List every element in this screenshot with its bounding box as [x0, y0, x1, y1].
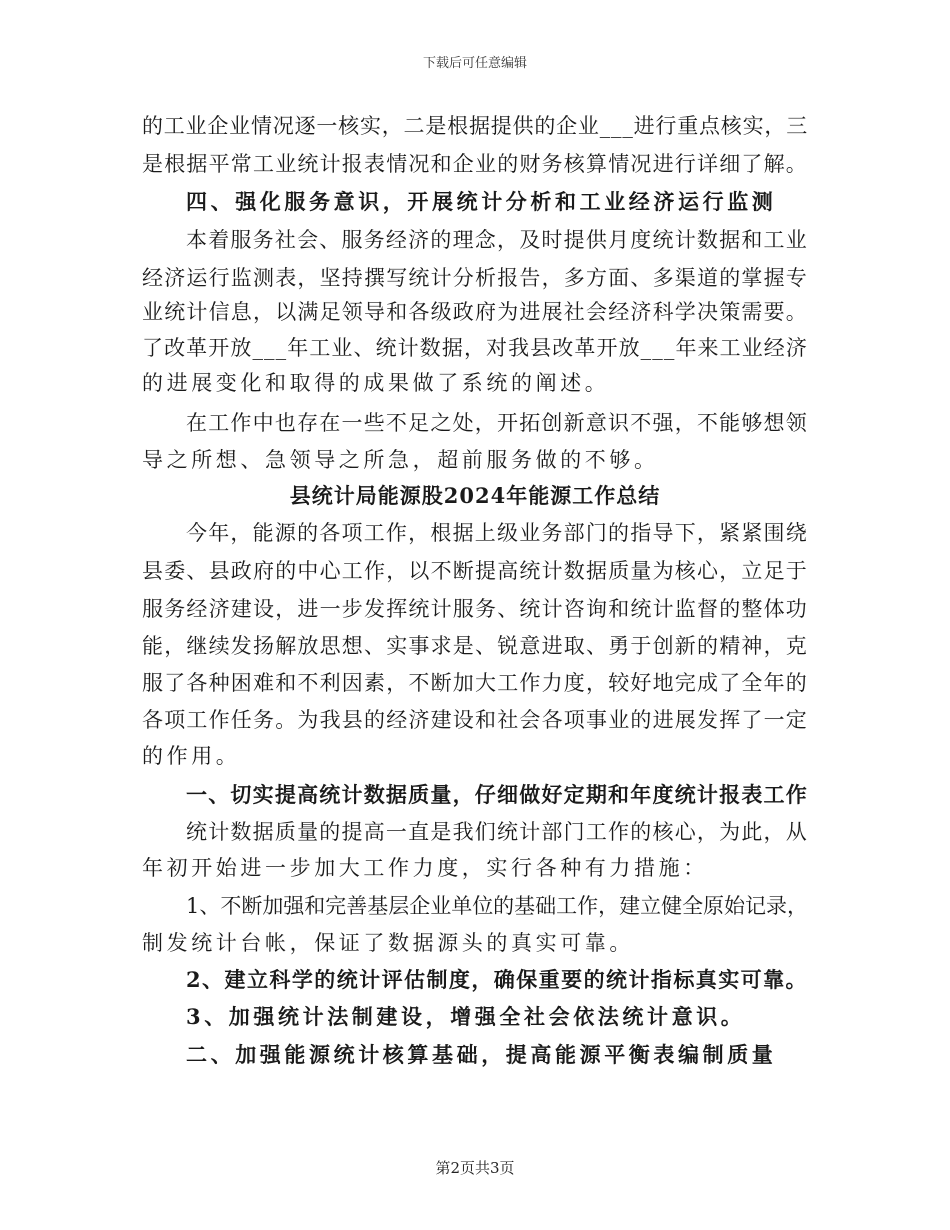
body-line: 统计数据质量的提高一直是我们统计部门工作的核心，为此，从: [186, 820, 808, 844]
body-line: 服了各种困难和不利因素，不断加大工作力度，较好地完成了全年的: [142, 671, 808, 695]
body-line: 经济运行监测表，坚持撰写统计分析报告，多方面、多渠道的掌握专: [142, 266, 808, 290]
body-line: 今年，能源的各项工作，根据上级业务部门的指导下，紧紧围绕: [186, 521, 808, 545]
body-line: 本着服务社会、服务经济的理念，及时提供月度统计数据和工业: [186, 228, 808, 252]
section-heading: 四、强化服务意识，开展统计分析和工业经济运行监测: [186, 189, 777, 214]
body-line: 各项工作任务。为我县的经济建设和社会各项事业的进展发挥了一定: [142, 708, 808, 732]
section-heading: 一、切实提高统计数据质量，仔细做好定期和年度统计报表工作: [186, 782, 808, 807]
body-line: 制发统计台帐，保证了数据源头的真实可靠。: [142, 931, 634, 955]
body-line: 业统计信息，以满足领导和各级政府为进展社会经济科学决策需要。: [142, 300, 808, 324]
subsection-heading: 2、建立科学的统计评估制度，确保重要的统计指标真实可靠。: [186, 967, 808, 992]
body-line: 导之所想、急领导之所急，超前服务做的不够。: [142, 448, 659, 472]
body-line: 能，继续发扬解放思想、实事求是、锐意进取、勇于创新的精神，克: [142, 634, 808, 658]
body-line: 是根据平常工业统计报表情况和企业的财务核算情况进行详细了解。: [142, 152, 808, 176]
page-header: 下载后可任意编辑: [422, 56, 527, 71]
body-line: 县委、县政府的中心工作，以不断提高统计数据质量为核心，立足于: [142, 559, 808, 583]
body-line: 的工业企业情况逐一核实，二是根据提供的企业___进行重点核实，三: [142, 114, 808, 138]
document-title: 县统计局能源股2024年能源工作总结: [289, 483, 661, 508]
body-line: 了改革开放___年工业、统计数据，对我县改革开放___年来工业经济: [142, 336, 808, 360]
page-number: 第2页共3页: [435, 1159, 515, 1177]
body-line: 1、不断加强和完善基层企业单位的基础工作，建立健全原始记录，: [186, 894, 808, 918]
body-line: 的进展变化和取得的成果做了系统的阐述。: [142, 371, 610, 395]
body-line: 在工作中也存在一些不足之处，开拓创新意识不强，不能够想领: [186, 411, 808, 435]
body-line: 服务经济建设，进一步发挥统计服务、统计咨询和统计监督的整体功: [142, 597, 808, 621]
section-heading: 二、加强能源统计核算基础，提高能源平衡表编制质量: [186, 1042, 777, 1067]
body-line: 年初开始进一步加大工作力度，实行各种有力措施：: [142, 856, 708, 880]
body-line: 的作用。: [142, 744, 241, 768]
subsection-heading: 3、加强统计法制建设，增强全社会依法统计意识。: [186, 1004, 746, 1029]
